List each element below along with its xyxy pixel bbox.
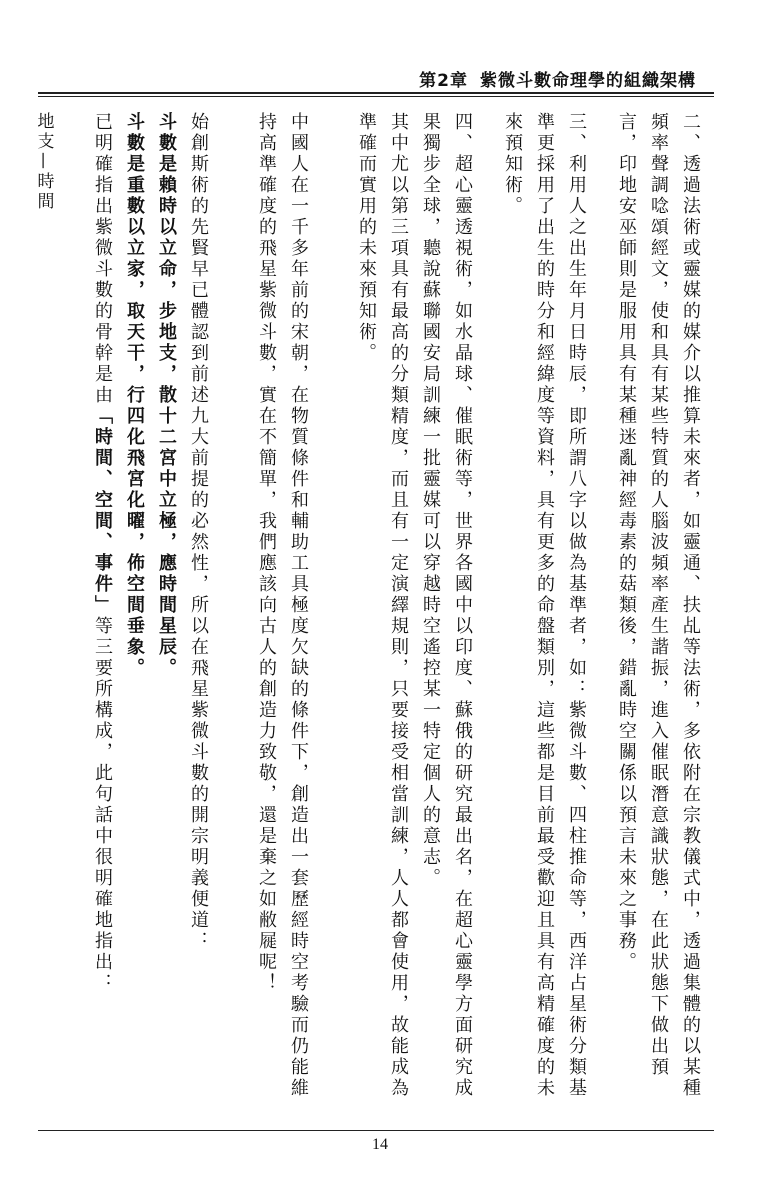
paragraph-song-dynasty: 中國人在一千多年前的宋朝，在物質條件和輔助工具極度欠缺的條件下，創造出一套歷經時空考驗而仍能維持高準確度的飛星紫微斗數，實在不簡單，我們應該向古人的創造力致敬，還是棄之如敝屣呢！ (256, 112, 309, 1099)
backbone-text-post: 等三要所構成，此句話中很明確地指出： (92, 616, 113, 994)
running-header (419, 66, 696, 91)
footer-rule (38, 1130, 714, 1131)
backbone-emphasis: 「時間、空間、事件」 (92, 406, 113, 616)
chapter-number: 第2章 (419, 71, 468, 91)
mapping-line-1: 地支—時間 (33, 112, 54, 212)
paragraph-founders: 始創斯術的先賢早已體認到前述九大前提的必然性，所以在飛星紫微斗數的開宗明義便道： (188, 112, 209, 952)
vertical-body-text (33, 112, 724, 1112)
paragraph-backbone (86, 112, 118, 1112)
header-rule (38, 92, 714, 94)
list-item-2: 二、透過法術或靈媒的媒介以推算未來者，如靈通、扶乩等法術，多依附在宗教儀式中，透過集體的以某種頻率聲調唸頌經文，使和具有某些特質的人腦波頻率產生諧振，進入催眠潛意識狀態，在此狀態下做出預言，印地安巫師則是服用具有某種迷亂神經毒素的菇類後，錯亂時空關係以預言未來之事務。 (616, 112, 701, 1099)
header-rule-thin (38, 96, 714, 97)
chapter-title: 紫微斗數命理學的組織架構 (480, 71, 696, 91)
page-number: 14 (372, 1136, 388, 1153)
paragraph-third-item-summary: 其中尤以第三項具有最高的分類精度，而且有一定演繹規則，只要接受相當訓練，人人都會使用，故能成為準確而實用的未來預知術。 (356, 112, 409, 1099)
list-item-4: 四、超心靈透視術，如水晶球、催眠術等，世界各國中以印度、蘇俄的研究最出名，在超心靈學方面研究成果獨步全球，聽說蘇聯國安局訓練一批靈媒可以穿越時空遙控某一特定個人的意志。 (420, 112, 473, 1099)
list-item-3: 三、利用人之出生年月日時辰，即所謂八字以做為基準者，如：紫微斗數、四柱推命等，西洋占星術分類基準更採用了出生的時分和經緯度等資料，具有更多的命盤類別，這些都是目前最受歡迎且具有高精確度的未來預知術。 (502, 112, 587, 1099)
quote-line-1: 斗數是賴時以立命，步地支，散十二宮中立極，應時間星辰。 (156, 112, 177, 679)
backbone-text-pre: 已明確指出紫微斗數的骨幹是由 (92, 112, 113, 406)
quote-line-2: 斗數是重數以立家，取天干，行四化飛宮化曜，佈空間垂象。 (124, 112, 145, 679)
mapping-line-2 (0, 112, 27, 1112)
